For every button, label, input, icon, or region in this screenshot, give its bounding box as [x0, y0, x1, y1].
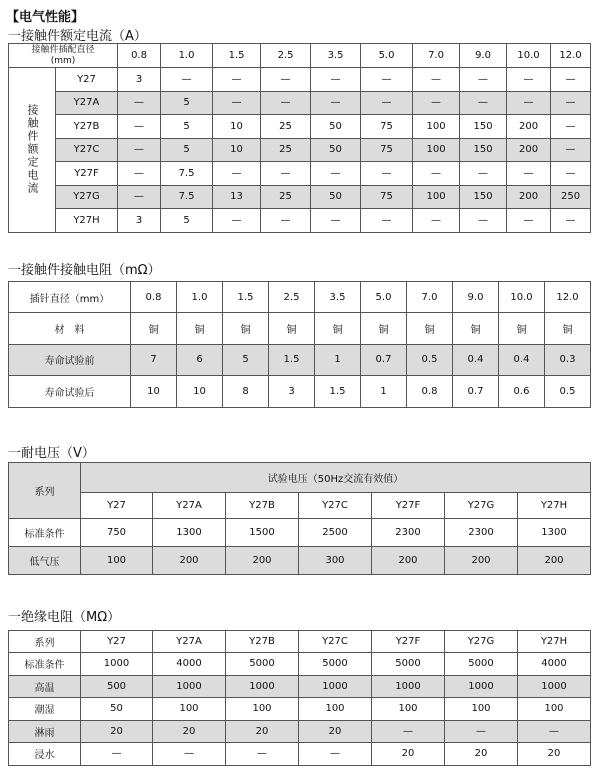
table-cell: —	[507, 68, 551, 92]
table-cell: 7	[131, 344, 177, 376]
table-cell: 1.5	[269, 344, 315, 376]
table-cell: 铜	[453, 313, 499, 345]
series-label: 系列	[9, 631, 81, 653]
table-cell: 5	[161, 209, 213, 233]
table-cell: —	[153, 743, 226, 766]
table-row	[9, 743, 591, 766]
col-header: Y27H	[518, 631, 591, 653]
rated-current-header-row	[9, 44, 591, 68]
row-label: Y27F	[56, 162, 118, 186]
row-label: 浸水	[9, 743, 81, 766]
rated-current-table	[8, 43, 591, 233]
table-cell: 1000	[226, 675, 299, 698]
table-cell: 1	[361, 376, 407, 408]
test-voltage-label: 试验电压（50Hz交流有效值）	[81, 463, 591, 493]
series-header-row	[9, 493, 591, 519]
table-cell: 0.4	[453, 344, 499, 376]
table-cell: —	[551, 138, 591, 162]
col-header: 1.5	[213, 44, 261, 68]
table-cell: 75	[361, 138, 413, 162]
table-cell: 20	[226, 720, 299, 743]
col-header: Y27H	[518, 493, 591, 519]
table-cell: —	[299, 743, 372, 766]
table-cell: 5	[223, 344, 269, 376]
table-cell: —	[460, 91, 507, 115]
row-label: 高温	[9, 675, 81, 698]
table-cell: —	[118, 138, 161, 162]
col-header: 9.0	[453, 282, 499, 313]
table-cell: 8	[223, 376, 269, 408]
table-row	[9, 185, 591, 209]
table-cell: 3	[118, 209, 161, 233]
col-header: 3.5	[315, 282, 361, 313]
table-cell: 1	[315, 344, 361, 376]
table-cell: 1000	[445, 675, 518, 698]
table-cell: 20	[518, 743, 591, 766]
col-header: 1.0	[161, 44, 213, 68]
table-cell: 100	[81, 547, 153, 575]
table-cell: 7.5	[161, 162, 213, 186]
table-row	[9, 162, 591, 186]
row-label: 潮湿	[9, 698, 81, 721]
table-cell: 0.5	[407, 344, 453, 376]
table-cell: 1.5	[315, 376, 361, 408]
table-cell: —	[261, 68, 311, 92]
table-row	[9, 675, 591, 698]
table-cell: 100	[372, 698, 445, 721]
rated-current-title: 一接触件额定电流（A）	[8, 29, 147, 44]
table-cell: 200	[507, 185, 551, 209]
table-cell: 5000	[445, 653, 518, 676]
row-label: 材 料	[9, 313, 131, 345]
table-cell: —	[213, 162, 261, 186]
table-cell: —	[226, 743, 299, 766]
table-cell: 铜	[361, 313, 407, 345]
corner-label-line2: (mm)	[50, 55, 76, 66]
table-cell: 750	[81, 519, 153, 547]
table-row	[9, 519, 591, 547]
table-cell: 铜	[177, 313, 223, 345]
col-header: 2.5	[261, 44, 311, 68]
withstand-voltage-table	[8, 462, 591, 575]
page-title: 【电气性能】	[6, 10, 85, 25]
table-cell: —	[551, 162, 591, 186]
table-cell: 150	[460, 138, 507, 162]
table-cell: 3	[269, 376, 315, 408]
table-cell: 铜	[223, 313, 269, 345]
table-cell: 2300	[372, 519, 445, 547]
col-header: 12.0	[545, 282, 591, 313]
table-cell: 1300	[518, 519, 591, 547]
table-cell: 2300	[445, 519, 518, 547]
col-header: 10.0	[499, 282, 545, 313]
col-header: Y27	[81, 493, 153, 519]
table-cell: —	[413, 162, 460, 186]
row-label: 寿命试验前	[9, 344, 131, 376]
table-cell: 铜	[269, 313, 315, 345]
row-label: 标准条件	[9, 653, 81, 676]
table-cell: 20	[299, 720, 372, 743]
table-cell: 1000	[153, 675, 226, 698]
table-cell: 10	[177, 376, 223, 408]
table-cell: —	[551, 91, 591, 115]
table-row	[9, 91, 591, 115]
table-cell: —	[460, 162, 507, 186]
table-cell: —	[361, 68, 413, 92]
col-header: Y27G	[445, 631, 518, 653]
table-cell: 1000	[372, 675, 445, 698]
table-cell: 200	[507, 115, 551, 139]
table-cell: —	[213, 91, 261, 115]
table-cell: —	[161, 68, 213, 92]
series-label: 系列	[9, 463, 81, 519]
table-row	[9, 344, 591, 376]
table-cell: 150	[460, 115, 507, 139]
table-cell: —	[507, 162, 551, 186]
table-cell: 10	[213, 115, 261, 139]
table-cell: 10	[213, 138, 261, 162]
col-header: 3.5	[311, 44, 361, 68]
table-cell: —	[261, 91, 311, 115]
table-cell: 铜	[545, 313, 591, 345]
col-header: 1.0	[177, 282, 223, 313]
table-cell: 13	[213, 185, 261, 209]
table-cell: —	[311, 162, 361, 186]
table-cell: 50	[311, 185, 361, 209]
table-cell: 5	[161, 91, 213, 115]
table-cell: —	[213, 209, 261, 233]
row-label: 淋雨	[9, 720, 81, 743]
row-label: Y27	[56, 68, 118, 92]
table-cell: —	[413, 209, 460, 233]
pin-diameter-label: 插针直径（mm）	[9, 282, 131, 313]
col-header: Y27C	[299, 493, 372, 519]
table-cell: 100	[413, 138, 460, 162]
withstand-voltage-title: 一耐电压（V）	[8, 446, 95, 461]
table-cell: —	[507, 209, 551, 233]
col-header: 12.0	[551, 44, 591, 68]
table-row	[9, 698, 591, 721]
table-cell: —	[118, 115, 161, 139]
table-corner-cell	[9, 44, 118, 68]
table-cell: 50	[311, 115, 361, 139]
table-cell: —	[551, 68, 591, 92]
row-label: 低气压	[9, 547, 81, 575]
row-label: Y27G	[56, 185, 118, 209]
table-cell: —	[413, 68, 460, 92]
table-cell: —	[261, 209, 311, 233]
table-cell: 1000	[299, 675, 372, 698]
table-cell: 0.7	[453, 376, 499, 408]
table-cell: 3	[118, 68, 161, 92]
table-cell: —	[507, 91, 551, 115]
row-label: Y27H	[56, 209, 118, 233]
table-row	[9, 313, 591, 345]
col-header: 5.0	[361, 282, 407, 313]
col-header: 5.0	[361, 44, 413, 68]
table-cell: —	[445, 720, 518, 743]
table-cell: 10	[131, 376, 177, 408]
table-cell: 0.8	[407, 376, 453, 408]
table-cell: —	[311, 91, 361, 115]
table-cell: 200	[226, 547, 299, 575]
table-cell: 6	[177, 344, 223, 376]
col-header: Y27A	[153, 631, 226, 653]
table-cell: 100	[445, 698, 518, 721]
col-header: 7.0	[407, 282, 453, 313]
table-cell: 1300	[153, 519, 226, 547]
table-cell: 20	[445, 743, 518, 766]
row-label: 寿命试验后	[9, 376, 131, 408]
table-cell: 100	[413, 185, 460, 209]
table-cell: —	[372, 720, 445, 743]
col-header: Y27F	[372, 493, 445, 519]
table-cell: 100	[226, 698, 299, 721]
row-label: Y27B	[56, 115, 118, 139]
col-header: 2.5	[269, 282, 315, 313]
table-cell: 200	[372, 547, 445, 575]
table-cell: —	[361, 162, 413, 186]
col-header: Y27F	[372, 631, 445, 653]
table-cell: 50	[81, 698, 153, 721]
col-header: 7.0	[413, 44, 460, 68]
col-header: 0.8	[118, 44, 161, 68]
table-cell: —	[361, 209, 413, 233]
table-cell: 7.5	[161, 185, 213, 209]
col-header: Y27B	[226, 493, 299, 519]
table-cell: —	[213, 68, 261, 92]
table-cell: 75	[361, 115, 413, 139]
contact-resistance-title: 一接触件接触电阻（mΩ）	[8, 263, 161, 278]
table-cell: —	[413, 91, 460, 115]
contact-resistance-table	[8, 281, 591, 408]
table-cell: 2500	[299, 519, 372, 547]
table-cell: 0.7	[361, 344, 407, 376]
table-cell: 1000	[518, 675, 591, 698]
table-cell: 4000	[518, 653, 591, 676]
table-cell: 铜	[315, 313, 361, 345]
table-cell: 200	[518, 547, 591, 575]
table-cell: 100	[153, 698, 226, 721]
table-cell: —	[311, 209, 361, 233]
table-cell: 0.5	[545, 376, 591, 408]
table-cell: —	[551, 115, 591, 139]
table-cell: 5000	[226, 653, 299, 676]
table-cell: 300	[299, 547, 372, 575]
col-header: 10.0	[507, 44, 551, 68]
col-header: Y27C	[299, 631, 372, 653]
col-header: Y27	[81, 631, 153, 653]
table-row	[9, 68, 591, 92]
table-cell: 50	[311, 138, 361, 162]
table-cell: 25	[261, 138, 311, 162]
table-cell: 25	[261, 115, 311, 139]
insulation-resistance-title: 一绝缘电阻（MΩ）	[8, 610, 121, 625]
side-label: 接触件额定电流	[9, 68, 56, 233]
table-cell: 200	[445, 547, 518, 575]
table-cell: —	[361, 91, 413, 115]
insulation-resistance-table	[8, 630, 591, 766]
table-cell: —	[311, 68, 361, 92]
table-cell: 5	[161, 138, 213, 162]
table-cell: 200	[153, 547, 226, 575]
col-header: Y27G	[445, 493, 518, 519]
table-cell: 20	[81, 720, 153, 743]
table-cell: 150	[460, 185, 507, 209]
col-header: Y27B	[226, 631, 299, 653]
table-cell: 铜	[407, 313, 453, 345]
contact-resistance-header-row	[9, 282, 591, 313]
col-header: 0.8	[131, 282, 177, 313]
table-cell: 75	[361, 185, 413, 209]
table-cell: —	[118, 185, 161, 209]
table-cell: —	[81, 743, 153, 766]
table-cell: 100	[518, 698, 591, 721]
table-cell: 1500	[226, 519, 299, 547]
table-row	[9, 653, 591, 676]
table-cell: 100	[413, 115, 460, 139]
row-label: 标准条件	[9, 519, 81, 547]
table-cell: —	[518, 720, 591, 743]
col-header: Y27A	[153, 493, 226, 519]
table-cell: 200	[507, 138, 551, 162]
table-cell: 20	[153, 720, 226, 743]
table-cell: 100	[299, 698, 372, 721]
table-cell: —	[118, 91, 161, 115]
table-cell: 25	[261, 185, 311, 209]
table-cell: 0.6	[499, 376, 545, 408]
table-cell: —	[261, 162, 311, 186]
col-header: 1.5	[223, 282, 269, 313]
table-cell: 20	[372, 743, 445, 766]
corner-label-line1: 接触件插配直径	[31, 44, 95, 55]
table-cell: 4000	[153, 653, 226, 676]
table-cell: 250	[551, 185, 591, 209]
table-cell: 5	[161, 115, 213, 139]
table-cell: —	[460, 209, 507, 233]
table-row	[9, 138, 591, 162]
col-header: 9.0	[460, 44, 507, 68]
table-row	[9, 376, 591, 408]
table-cell: 0.3	[545, 344, 591, 376]
row-label: Y27C	[56, 138, 118, 162]
table-cell: —	[551, 209, 591, 233]
table-cell: 铜	[131, 313, 177, 345]
table-row	[9, 547, 591, 575]
withstand-voltage-header-row	[9, 463, 591, 493]
table-cell: 5000	[299, 653, 372, 676]
table-row	[9, 720, 591, 743]
table-cell: 500	[81, 675, 153, 698]
table-cell: —	[460, 68, 507, 92]
insulation-header-row	[9, 631, 591, 653]
table-cell: 0.4	[499, 344, 545, 376]
table-row	[9, 209, 591, 233]
table-row	[9, 115, 591, 139]
table-cell: 铜	[499, 313, 545, 345]
table-cell: 5000	[372, 653, 445, 676]
table-cell: —	[118, 162, 161, 186]
table-cell: 1000	[81, 653, 153, 676]
row-label: Y27A	[56, 91, 118, 115]
